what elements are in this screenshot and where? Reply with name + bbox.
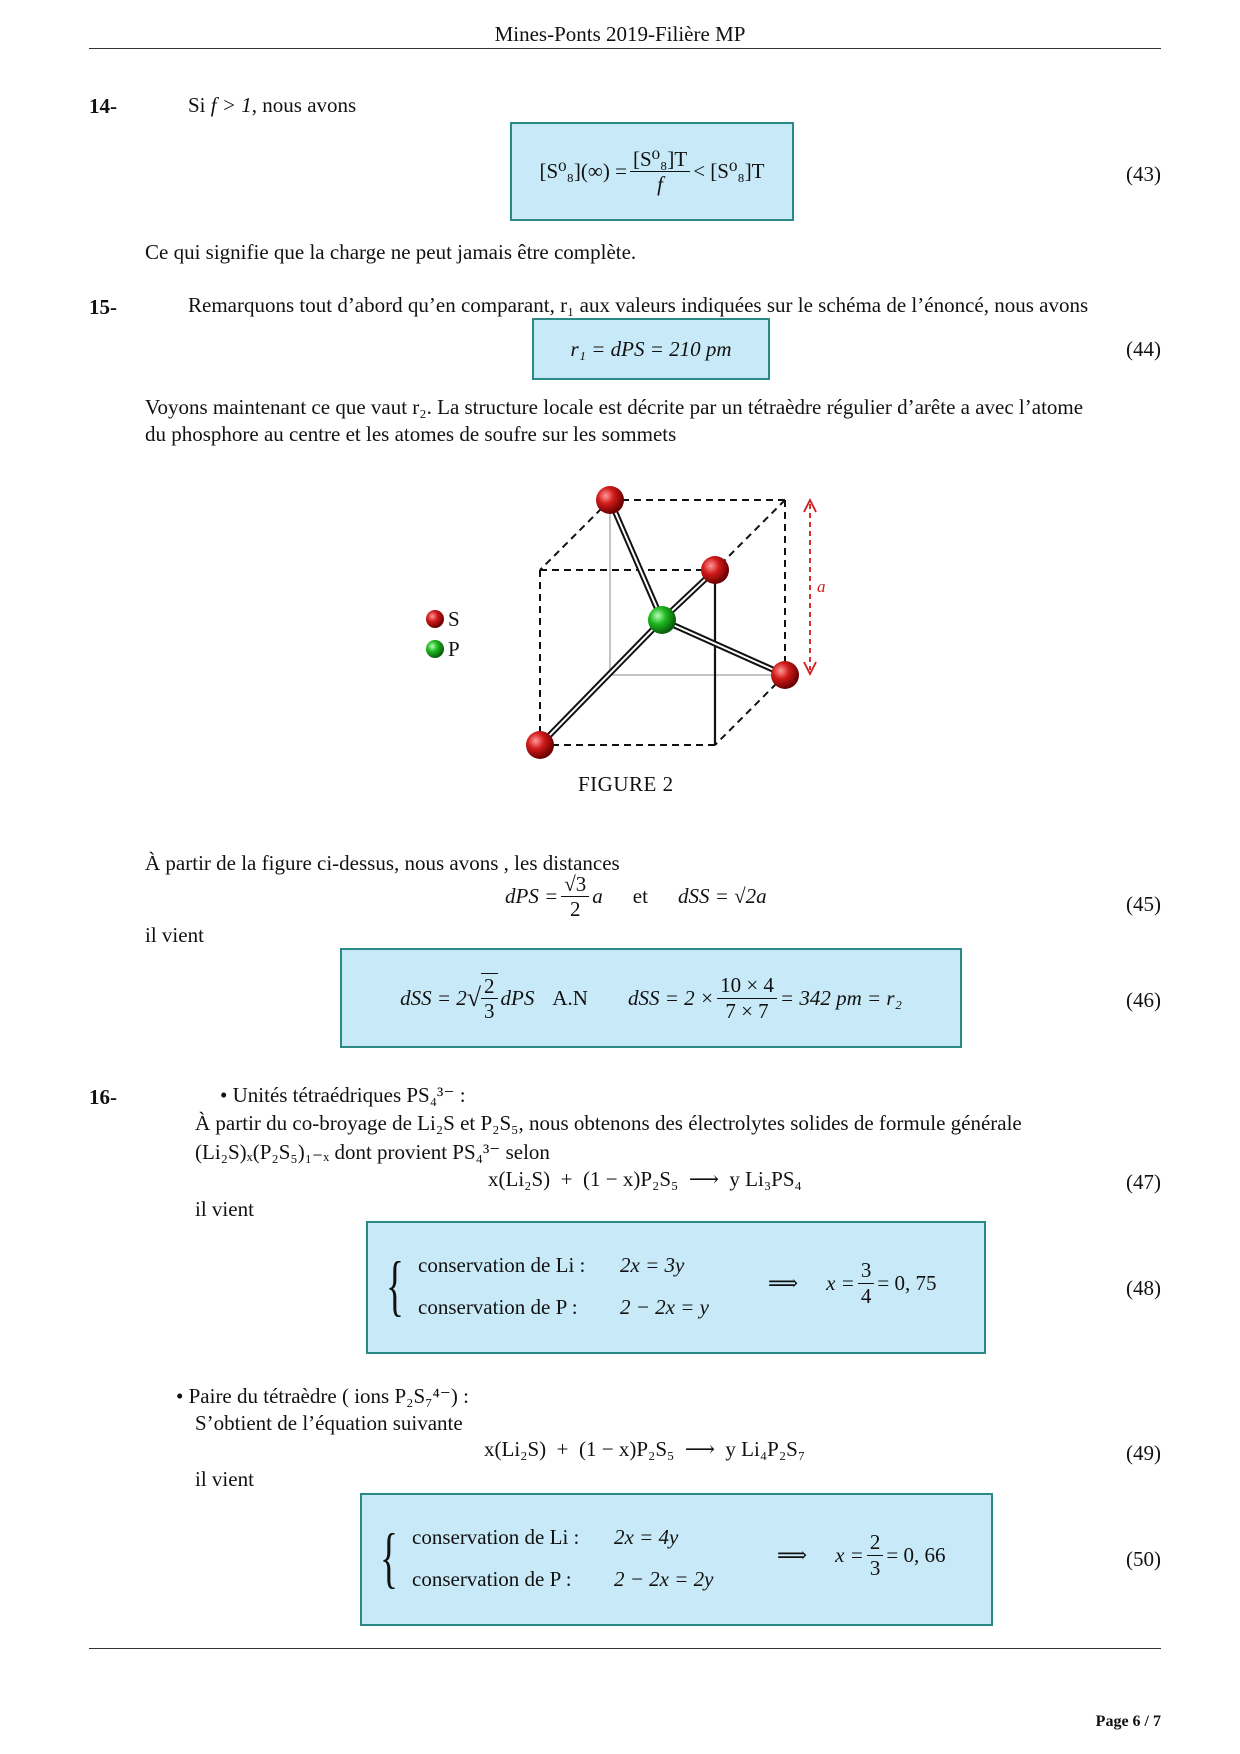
q15-text-line2: du phosphore au centre et les atomes de soufre sur les sommets — [145, 422, 677, 446]
eq46-part-b: dPS — [500, 985, 535, 1010]
bullet-icon: • — [220, 1083, 228, 1107]
sys48-fraction — [858, 1258, 875, 1307]
edge-label: a — [817, 577, 826, 596]
sys48-den: 4 — [860, 1283, 872, 1308]
left-brace-icon: { — [380, 1519, 398, 1595]
sys48-l2-label: conservation de P : — [418, 1295, 578, 1319]
eq43-den: f — [657, 172, 663, 196]
sys48-line1 — [418, 1253, 585, 1278]
eq46-part-a: dSS = 2 — [400, 985, 467, 1010]
question-number-14: 14- — [89, 94, 117, 118]
sys50-line2 — [412, 1567, 572, 1592]
sys48-line2 — [418, 1295, 578, 1320]
equation-49: x(Li₂S) + (1 − x)P₂S₅ ⟶ y Li₄P₂S₇ — [484, 1437, 806, 1461]
q16-bullet-2: • Paire du tétraèdre ( ions P₂S₇⁴⁻) : — [176, 1384, 469, 1408]
figure-caption: FIGURE 2 — [578, 772, 674, 796]
sys50-val: = 0, 66 — [886, 1542, 946, 1567]
eq43-rhs: < [S⁰₈]T — [693, 159, 765, 183]
header-rule — [89, 48, 1161, 49]
il-vient-16a: il vient — [195, 1197, 254, 1221]
equation-50-box — [360, 1493, 993, 1626]
eq44-content: r₁ = dPS = 210 pm — [570, 336, 732, 361]
sys50-x: x = — [835, 1542, 864, 1567]
equation-46-box — [340, 948, 962, 1048]
eq46-den: 7 × 7 — [725, 998, 769, 1023]
equation-number-43: (43) — [1126, 162, 1161, 186]
eq46-num: 10 × 4 — [717, 973, 777, 998]
eq46-fraction — [717, 973, 777, 1022]
eq46-an: A.N — [552, 985, 588, 1010]
equation-47: x(Li₂S) + (1 − x)P₂S₅ ⟶ y Li₃PS₄ — [488, 1167, 802, 1191]
q16-text1-line1: À partir du co-broyage de Li₂S et P₂S₅, nous obtenons des électrolytes solides de formule générale — [195, 1111, 1022, 1135]
eq45-a: a — [592, 884, 603, 909]
sys48-l2-eq: 2 − 2x = y — [620, 1295, 709, 1319]
footer-rule — [89, 1648, 1161, 1649]
q15-intro: Remarquons tout d’abord qu’en comparant, r₁ aux valeurs indiquées sur le schéma de l’énoncé, nous avons — [188, 293, 1089, 317]
legend-phosphorus-icon — [426, 640, 444, 658]
equation-number-48: (48) — [1126, 1276, 1161, 1300]
q16-bullet-1: • Unités tétraédriques PS₄³⁻ : — [220, 1083, 466, 1107]
sulfur-atom — [596, 486, 624, 514]
sys48-l1-eq: 2x = 3y — [620, 1253, 685, 1277]
q15-text-line1: Voyons maintenant ce que vaut r₂. La structure locale est décrite par un tétraèdre régulier d’arête a avec l’atome — [145, 395, 1084, 419]
eq43-fraction — [630, 147, 690, 196]
equation-number-49: (49) — [1126, 1441, 1161, 1465]
question-number-16: 16- — [89, 1085, 117, 1109]
legend-sulfur-icon — [426, 610, 444, 628]
sys48-l1-label: conservation de Li : — [418, 1253, 586, 1277]
sys50-result — [777, 1525, 945, 1585]
eq46-part-c: dSS = 2 × — [627, 985, 715, 1010]
sys48-x: x = — [826, 1270, 855, 1295]
edge-dimension-arrow — [804, 500, 816, 674]
eq43-lhs: [S⁰₈](∞) = — [539, 159, 627, 183]
equation-number-47: (47) — [1126, 1170, 1161, 1194]
legend-markers — [423, 607, 447, 663]
equation-number-44: (44) — [1126, 337, 1161, 361]
equation-43-box — [510, 122, 794, 221]
eq43-num: [S⁰₈]T — [630, 147, 690, 172]
eq45-et: et — [632, 884, 648, 909]
sys48-num: 3 — [858, 1258, 875, 1283]
eq45-num: √3 — [561, 872, 589, 897]
page-number: Page 6 / 7 — [1095, 1713, 1161, 1730]
sys50-l2-eq: 2 − 2x = 2y — [614, 1567, 714, 1591]
q14-intro: Si f > 1, nous avons — [188, 93, 357, 117]
sys50-line1 — [412, 1525, 579, 1550]
equation-45 — [505, 872, 767, 921]
bullet-icon: • — [176, 1384, 184, 1408]
q14-conclusion: Ce qui signifie que la charge ne peut jamais être complète. — [145, 240, 637, 264]
sqrt-icon: √ — [466, 983, 482, 1012]
sys48-result — [768, 1253, 936, 1313]
sulfur-atom — [701, 556, 729, 584]
sys50-l1-eq: 2x = 4y — [614, 1525, 679, 1549]
equation-number-50: (50) — [1126, 1547, 1161, 1571]
eq46-sqrt-fraction — [481, 973, 498, 1023]
page-header-title: Mines-Ponts 2019-Filière MP — [494, 22, 746, 46]
sys50-l2-label: conservation de P : — [412, 1567, 572, 1591]
eq45-rhs: dSS = √2a — [677, 884, 767, 909]
legend-label-p: P — [448, 637, 460, 661]
left-brace-icon: { — [386, 1247, 404, 1323]
sys50-fraction — [867, 1530, 884, 1579]
sys50-num: 2 — [867, 1530, 884, 1555]
question-number-15: 15- — [89, 295, 117, 319]
il-vient-16b: il vient — [195, 1467, 254, 1491]
tetrahedron-figure — [400, 470, 840, 800]
il-vient-15: il vient — [145, 923, 204, 947]
eq45-lhs: dPS = — [505, 884, 559, 909]
sys48-val: = 0, 75 — [877, 1270, 937, 1295]
q16-text1-line2: (Li₂S)ₓ(P₂S₅)₁₋ₓ dont provient PS₄³⁻ selon — [195, 1140, 550, 1164]
equation-48-box — [366, 1221, 986, 1354]
eq45-den: 2 — [570, 897, 581, 922]
legend-label-s: S — [448, 607, 460, 631]
implies-icon: ⟹ — [768, 1270, 799, 1295]
sys50-den: 3 — [869, 1555, 881, 1580]
equation-number-45: (45) — [1126, 892, 1161, 916]
q16-text2: S’obtient de l’équation suivante — [195, 1411, 463, 1435]
implies-icon: ⟹ — [777, 1542, 808, 1567]
sulfur-atom — [526, 731, 554, 759]
sulfur-atom — [771, 661, 799, 689]
equation-44-box — [532, 318, 770, 380]
eq46-sqrt-den: 3 — [484, 999, 495, 1023]
eq46-part-d: = 342 pm = r₂ — [779, 985, 902, 1010]
q15-text-line3: À partir de la figure ci-dessus, nous avons , les distances — [145, 851, 620, 875]
q14-condition: f > 1 — [210, 93, 252, 117]
equation-number-46: (46) — [1126, 988, 1161, 1012]
eq46-sqrt-num: 2 — [481, 974, 498, 999]
sys50-l1-label: conservation de Li : — [412, 1525, 580, 1549]
phosphorus-atom — [648, 606, 676, 634]
eq45-fraction — [561, 872, 589, 921]
